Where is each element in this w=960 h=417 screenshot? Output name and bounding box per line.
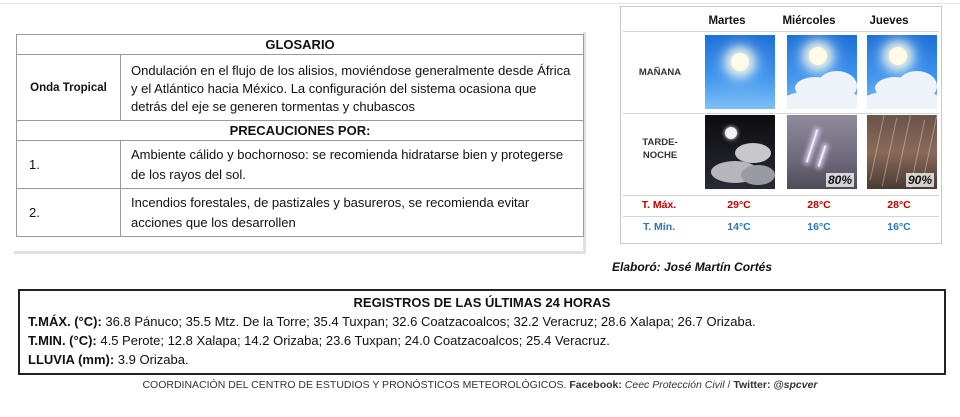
tmax-value: 29°C [727,199,751,211]
partly-cloudy-icon [787,35,857,109]
precaution-number: 1. [17,141,121,189]
day-header: Jueves [869,15,909,27]
records-tmin-label: T.MIN. (°C): [28,333,97,348]
precaution-number: 2. [17,189,121,237]
footer-facebook-label: Facebook: [569,379,622,391]
row-divider [623,31,939,32]
row-label-night: NOCHE [642,150,678,161]
precautions-title: PRECAUCIONES POR: [17,121,584,141]
tmin-label: T. Mín. [642,221,676,233]
sunny-icon [705,35,775,109]
glossary-definition: Ondulación en el flujo de los alisios, moviéndose generalmente desde África y el Atlántico hacia México. La configuración del sistema ocasiona que detrás del eje se generen tormentas y chubascos [121,55,584,121]
records-tmax-values: 36.8 Pánuco; 35.5 Mtz. De la Torre; 35.4 Tuxpan; 32.6 Coatzacoalcos; 32.2 Veracruz; 28.6 Xalapa; 26.7 Orizaba. [101,314,756,329]
forecast-panel [620,6,942,244]
night-cloudy-icon [705,115,775,189]
thunderstorm-icon [787,115,857,189]
tmax-label: T. Máx. [641,199,677,211]
records-tmin-line [28,331,936,350]
tmin-value: 16°C [807,221,831,233]
glossary-term: Onda Tropical [17,55,121,121]
footer-facebook-value[interactable]: Ceec Protección Civil [624,379,725,391]
rain-chance: 90% [907,173,932,187]
rain-chance: 80% [827,173,852,187]
rain-icon [867,115,937,189]
footer-twitter-value[interactable]: @spcver [773,379,818,391]
records-tmax-line [28,312,936,331]
tmax-value: 28°C [887,199,911,211]
day-header: Miércoles [782,15,836,27]
author-credit: Elaboró: José Martín Cortés [612,260,773,274]
glossary-title: GLOSARIO [17,35,584,55]
precaution-text: Ambiente cálido y bochornoso: se recomienda hidratarse bien y protegerse de los rayos del sol. [121,141,584,189]
top-divider [0,3,960,4]
day-header: Martes [708,15,746,27]
records-title: REGISTROS DE LAS ÚLTIMAS 24 HORAS [353,295,611,310]
glossary-table [16,34,584,237]
records-box [18,289,946,375]
row-divider [623,113,939,114]
footer-twitter-label: Twitter: [733,379,771,391]
records-rain-line [28,350,936,369]
tmin-value: 14°C [727,221,751,233]
precaution-text: Incendios forestales, de pastizales y basureros, se recomienda evitar acciones que los desarrollen [121,189,584,237]
row-label-afternoon: TARDE- [642,137,678,148]
footer-separator: / [727,379,731,391]
row-divider [623,216,939,217]
row-label-morning: MAÑANA [638,67,682,78]
records-rain-label: LLUVIA (mm): [28,352,115,367]
records-rain-values: 3.9 Orizaba. [114,352,189,367]
records-tmin-values: 4.5 Perote; 12.8 Xalapa; 14.2 Orizaba; 23.6 Tuxpan; 24.0 Coatzacoalcos; 25.4 Veracruz. [96,333,610,348]
partly-cloudy-icon [867,35,937,109]
row-divider [623,195,939,196]
records-tmax-label: T.MÁX. (°C): [28,314,102,329]
tmax-value: 28°C [807,199,831,211]
footer-org: COORDINACIÓN DEL CENTRO DE ESTUDIOS Y PRONÓSTICOS METEOROLÓGICOS. [142,379,567,391]
footer [0,379,960,391]
tmin-value: 16°C [887,221,911,233]
